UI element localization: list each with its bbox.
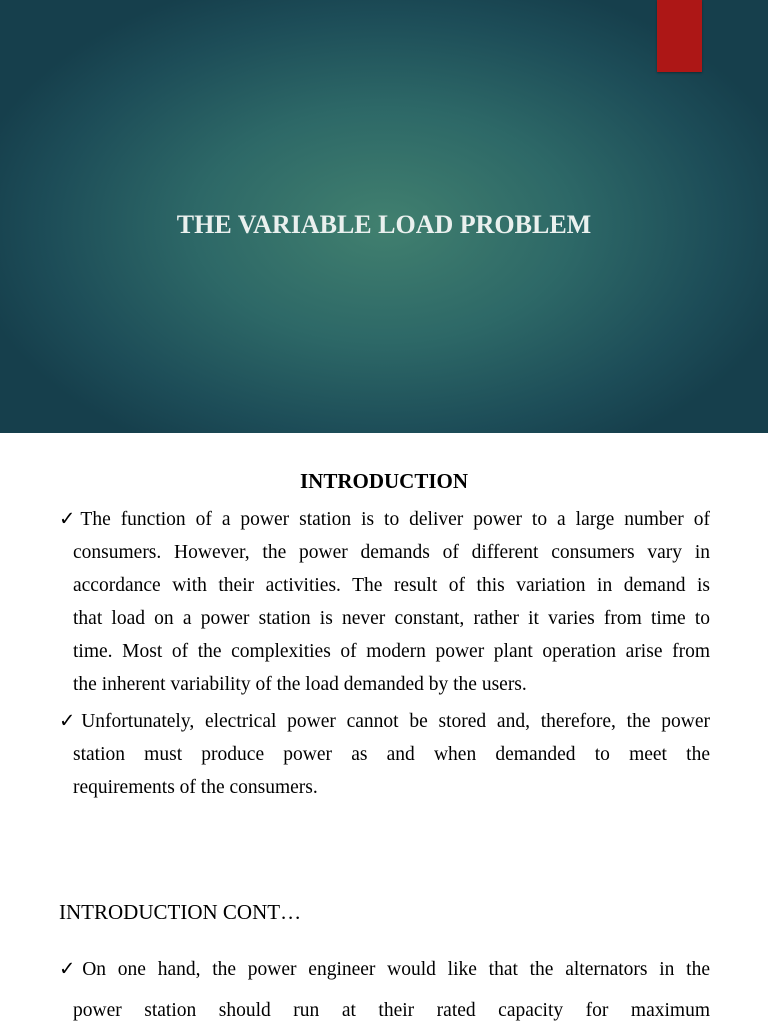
bullet-line: ✓Unfortunately, electrical power cannot be stored and, therefore, the power (59, 711, 710, 732)
title-slide (0, 0, 768, 433)
introduction-cont-bullet-1 (59, 953, 710, 1035)
bullet-line: station must produce power as and when demanded to meet the (73, 744, 710, 765)
slide-title: THE VARIABLE LOAD PROBLEM (176, 210, 592, 239)
bullet-line: ✓On one hand, the power engineer would like that the alternators in the (59, 959, 710, 980)
introduction-bullet-2 (59, 705, 710, 804)
introduction-cont-heading: INTRODUCTION CONT… (59, 900, 302, 924)
bullet-line: power station should run at their rated capacity for maximum (73, 1000, 710, 1021)
introduction-bullet-1 (59, 503, 710, 701)
bullet-line: that load on a power station is never constant, rather it varies from time to (73, 608, 710, 629)
bullet-line: accordance with their activities. The result of this variation in demand is (73, 575, 710, 596)
bullet-line: requirements of the consumers. (73, 777, 318, 798)
bullet-line: time. Most of the complexities of modern power plant operation arise from (73, 641, 710, 662)
introduction-heading: INTRODUCTION (299, 469, 469, 493)
bullet-line: ✓The function of a power station is to deliver power to a large number of (59, 509, 710, 530)
bullet-line: consumers. However, the power demands of different consumers vary in (73, 542, 710, 563)
red-ribbon-decoration (657, 0, 702, 72)
bullet-line: the inherent variability of the load demanded by the users. (73, 674, 527, 695)
